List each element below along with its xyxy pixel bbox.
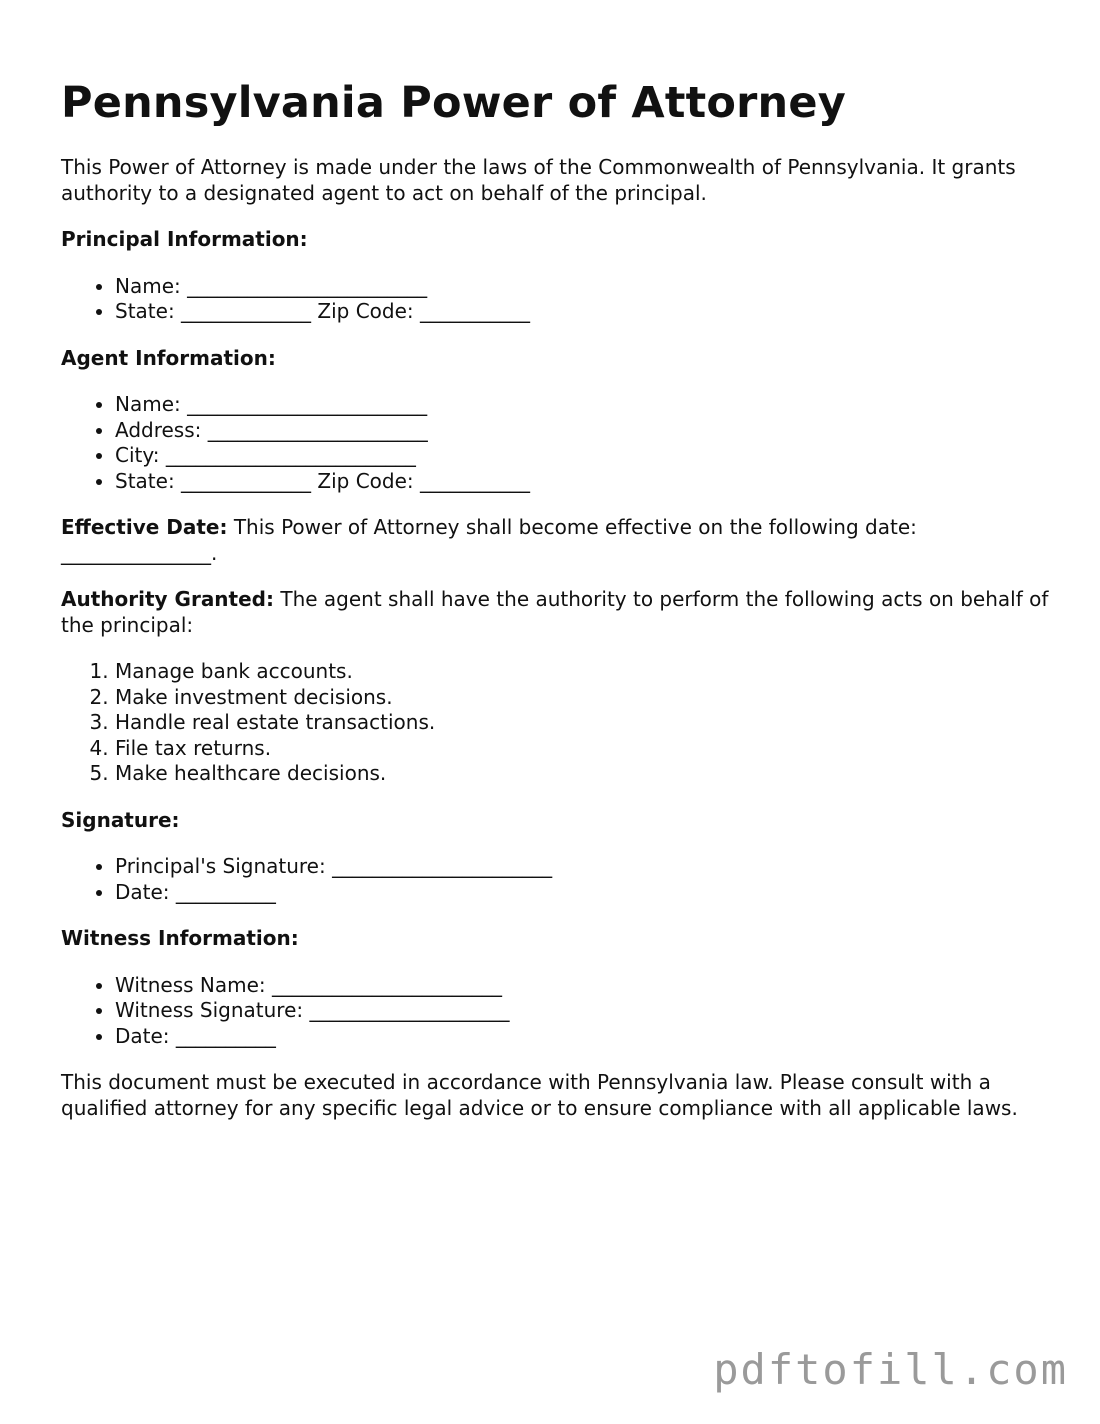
authority-label: Authority Granted: [61, 587, 274, 611]
authority-paragraph [61, 587, 1051, 638]
principal-state-zip-field: • State: _____________ Zip Code: ___________ [115, 299, 1051, 325]
witness-date-field: • Date: __________ [115, 1024, 1051, 1050]
authority-item: 1. Manage bank accounts. [115, 659, 1051, 685]
authority-item: 3. Handle real estate transactions. [115, 710, 1051, 736]
agent-name-field: • Name: ________________________ [115, 392, 1051, 418]
agent-state-zip-field: • State: _____________ Zip Code: ___________ [115, 469, 1051, 495]
watermark: pdftofill.com [713, 1345, 1068, 1394]
principal-signature-field: • Principal's Signature: ______________________ [115, 854, 1051, 880]
document-title: Pennsylvania Power of Attorney [61, 78, 846, 128]
document-page [61, 70, 1051, 1142]
principal-name-field: • Name: ________________________ [115, 274, 1051, 300]
witness-heading: Witness Information: [61, 926, 299, 950]
effective-date-label: Effective Date: [61, 515, 228, 539]
witness-signature-field: • Witness Signature: ____________________ [115, 998, 1051, 1024]
signature-date-field: • Date: __________ [115, 880, 1051, 906]
closing-paragraph: This document must be executed in accordance with Pennsylvania law. Please consult with a qualified attorney for any specific legal advice or to ensure compliance with all applicable laws. [61, 1070, 1018, 1120]
witness-list [61, 973, 1051, 1050]
effective-date-paragraph [61, 515, 1051, 566]
effective-date-text: This Power of Attorney shall become effective on the following date: _______________. [61, 515, 917, 565]
intro-paragraph: This Power of Attorney is made under the laws of the Commonwealth of Pennsylvania. It grants authority to a designated agent to act on behalf of the principal. [61, 155, 1016, 205]
agent-heading: Agent Information: [61, 345, 276, 370]
authority-text: The agent shall have the authority to perform the following acts on behalf of the principal: [61, 587, 1049, 637]
authority-item: 5. Make healthcare decisions. [115, 761, 1051, 787]
agent-list [61, 392, 1051, 494]
principal-list [61, 274, 1051, 325]
agent-city-field: • City: _________________________ [115, 443, 1051, 469]
authority-list [61, 659, 1051, 787]
signature-list [61, 854, 1051, 905]
principal-heading: Principal Information: [61, 227, 308, 251]
authority-item: 4. File tax returns. [115, 736, 1051, 762]
agent-address-field: • Address: ______________________ [115, 418, 1051, 444]
signature-heading: Signature: [61, 807, 180, 832]
authority-item: 2. Make investment decisions. [115, 685, 1051, 711]
witness-name-field: • Witness Name: _______________________ [115, 973, 1051, 999]
